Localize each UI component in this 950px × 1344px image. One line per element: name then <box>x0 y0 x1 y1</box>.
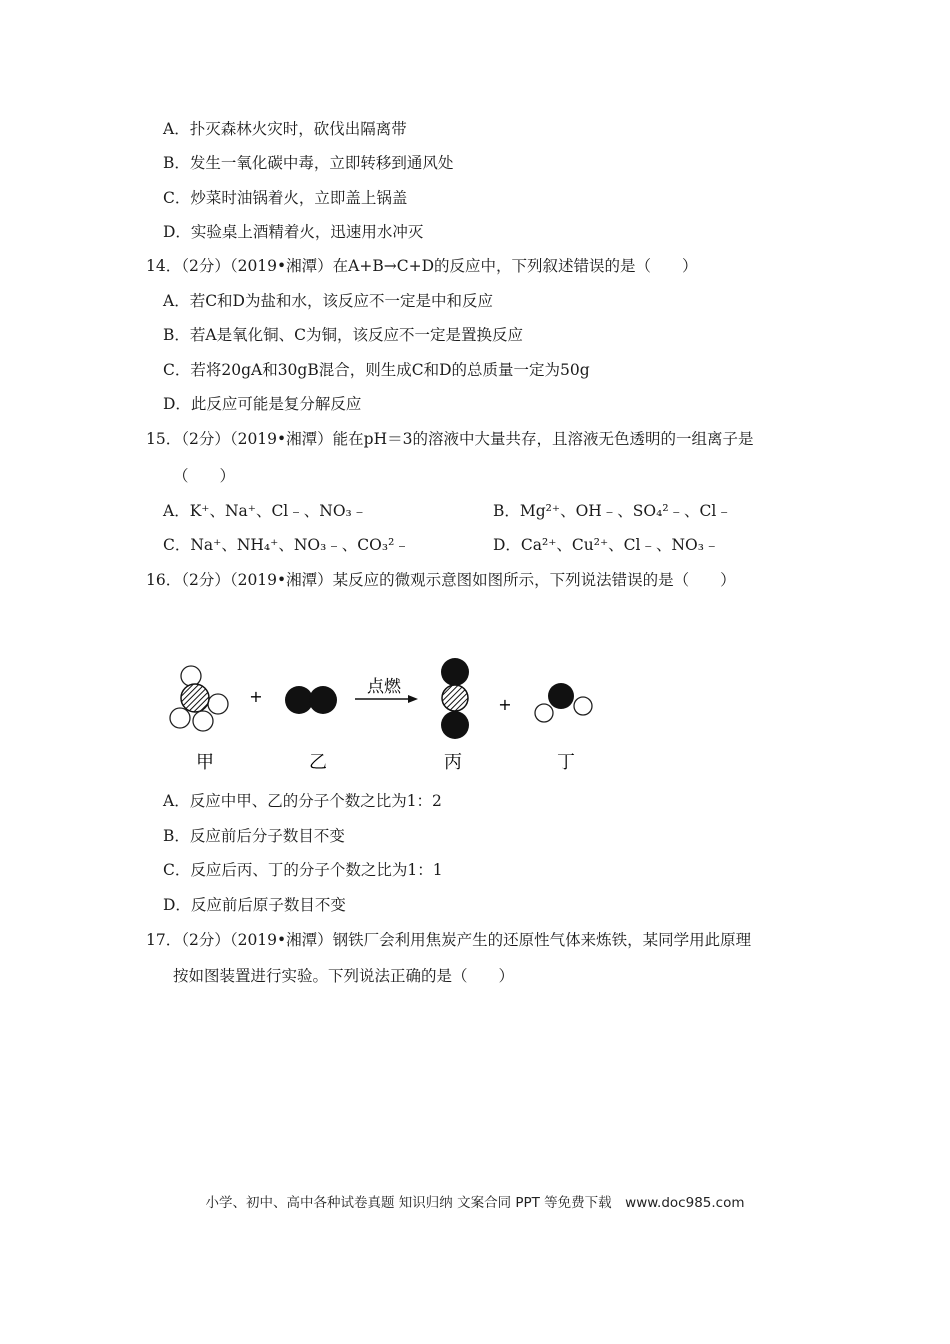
q16-option-d: D．反应前后原子数目不变 <box>163 896 346 914</box>
q13-option-a: A．扑灭森林火灾时，砍伐出隔离带 <box>163 120 407 138</box>
q14-option-b: B．若A是氧化铜、C为铜，该反应不一定是置换反应 <box>163 326 523 344</box>
plus-sign-1: + <box>249 687 263 706</box>
molecule-ding <box>535 683 592 722</box>
q16-option-a: A．反应中甲、乙的分子个数之比为1：2 <box>163 792 442 810</box>
footer-ad[interactable]: 小学、初中、高中各种试卷真题 知识归纳 文案合同 PPT 等免费下载 www.doc985.com <box>205 1195 745 1211</box>
q15-stem: 15．（2分）（2019•湘潭）能在pH＝3的溶液中大量共存，且溶液无色透明的一组离子是 <box>146 430 754 448</box>
q13-option-c: C．炒菜时油锅着火，立即盖上锅盖 <box>163 189 408 207</box>
q17-stem-cont: 按如图装置进行实验。下列说法正确的是（ ） <box>173 967 515 985</box>
q14-option-a: A．若C和D为盐和水，该反应不一定是中和反应 <box>163 292 493 310</box>
q14-option-c: C．若将20gA和30gB混合，则生成C和D的总质量一定为50g <box>163 361 590 379</box>
q17-stem: 17．（2分）（2019•湘潭）钢铁厂会利用焦炭产生的还原性气体来炼铁，某同学用此原理 <box>146 931 752 949</box>
plus-sign-2: + <box>498 695 512 714</box>
arrow-condition-label: 点燃 <box>367 677 401 697</box>
q15-option-c: C．Na⁺、NH₄⁺、NO₃﹣、CO₃²﹣ <box>163 536 410 554</box>
q16-option-c: C．反应后丙、丁的分子个数之比为1：1 <box>163 861 443 879</box>
molecule-jia <box>170 666 228 731</box>
label-ding: 丁 <box>557 752 575 773</box>
label-bing: 丙 <box>444 752 462 773</box>
q15-option-a: A．K⁺、Na⁺、Cl﹣、NO₃﹣ <box>163 502 368 520</box>
q15-stem-cont: （ ） <box>173 467 236 485</box>
molecule-bing <box>441 658 469 739</box>
q15-option-d: D．Ca²⁺、Cu²⁺、Cl﹣、NO₃﹣ <box>493 536 720 554</box>
q14-stem: 14．（2分）（2019•湘潭）在A+B→C+D的反应中，下列叙述错误的是（ ） <box>146 257 698 275</box>
q13-option-d: D．实验桌上酒精着火，迅速用水冲灭 <box>163 223 424 241</box>
label-yi: 乙 <box>309 752 327 773</box>
q16-stem: 16．（2分）（2019•湘潭）某反应的微观示意图如图所示，下列说法错误的是（ ） <box>146 571 736 589</box>
molecule-yi <box>285 686 337 714</box>
q14-option-d: D．此反应可能是复分解反应 <box>163 395 362 413</box>
q16-option-b: B．反应前后分子数目不变 <box>163 827 345 845</box>
label-jia: 甲 <box>196 752 214 773</box>
q15-option-b: B．Mg²⁺、OH﹣、SO₄²﹣、Cl﹣ <box>493 502 732 520</box>
q13-option-b: B．发生一氧化碳中毒，立即转移到通风处 <box>163 154 454 172</box>
